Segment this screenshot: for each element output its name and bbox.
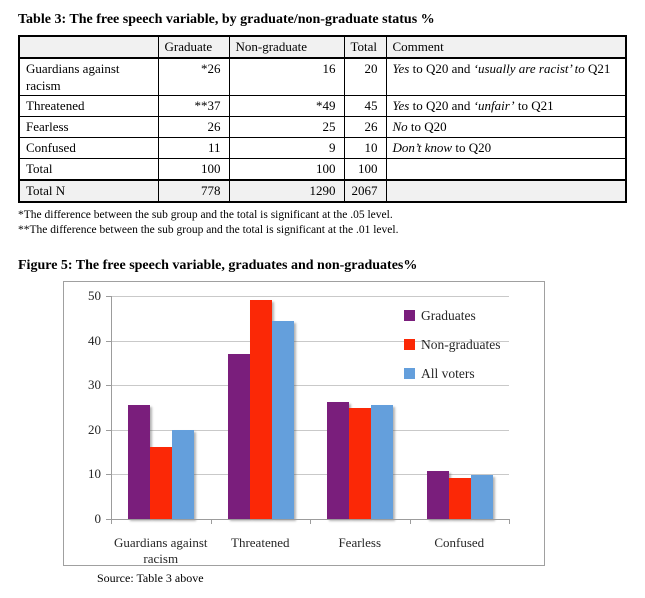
x-category-label: Guardians against racism: [113, 535, 208, 566]
gridline: [111, 385, 509, 386]
comment-segment: to Q20: [452, 140, 492, 155]
x-category-label: Fearless: [338, 535, 382, 550]
table-footnotes: [18, 208, 626, 238]
bar-non-graduates: [349, 408, 371, 520]
legend-label: Non-graduates: [421, 337, 501, 352]
bar-non-graduates: [449, 478, 471, 519]
comment-segment: to Q20: [407, 119, 447, 134]
x-tick: [509, 520, 510, 524]
total-cell: 100: [344, 159, 386, 181]
x-tick: [111, 520, 112, 524]
x-tick: [410, 520, 411, 524]
figure-title: Figure 5: The free speech variable, graduates and non-graduates%: [18, 258, 418, 273]
y-tick: [106, 474, 111, 475]
bar-chart: [63, 281, 545, 566]
y-tick-label: 0: [94, 511, 101, 526]
bar-graduates: [427, 471, 449, 519]
graduate-cell: **37: [158, 96, 229, 117]
bar-graduates: [228, 354, 250, 519]
legend-swatch: [404, 339, 415, 350]
chart-source: Source: Table 3 above: [97, 571, 204, 585]
comment-cell: [386, 96, 626, 117]
y-tick: [106, 430, 111, 431]
row-label-cell: Confused: [19, 138, 158, 159]
non-graduate-cell: 25: [229, 117, 344, 138]
table-row: [19, 96, 626, 117]
total-cell: 20: [344, 58, 386, 96]
legend-label: Graduates: [421, 308, 476, 323]
comment-cell: [386, 58, 626, 96]
comment-cell: [386, 159, 626, 181]
table-header-row: [19, 36, 626, 58]
legend-swatch: [404, 368, 415, 379]
table-column-header: Comment: [386, 36, 626, 58]
table-column-header: Non-graduate: [229, 36, 344, 58]
legend-swatch: [404, 310, 415, 321]
legend-label: All voters: [421, 366, 475, 381]
comment-segment: Q21: [584, 61, 611, 76]
y-tick-label: 40: [88, 332, 101, 348]
row-label-cell: Total N: [19, 180, 158, 202]
bar-all-voters: [371, 405, 393, 519]
footnote-01-level: **The difference between the sub group and the total is significant at the .01 level.: [18, 224, 399, 236]
table-title: Table 3: The free speech variable, by graduate/non-graduate status %: [18, 12, 435, 27]
table-section: [18, 12, 626, 238]
total-cell: 45: [344, 96, 386, 117]
non-graduate-cell: 9: [229, 138, 344, 159]
bar-all-voters: [272, 321, 294, 519]
x-category-label: Confused: [434, 535, 485, 550]
table-row: [19, 180, 626, 202]
x-tick: [310, 520, 311, 524]
comment-segment: ‘usually are racist’ to: [473, 61, 585, 76]
row-label-cell: Fearless: [19, 117, 158, 138]
graduate-cell: *26: [158, 58, 229, 96]
legend-item: [404, 336, 534, 356]
comment-segment: ‘unfair’: [473, 98, 515, 113]
y-tick-label: 30: [88, 377, 101, 393]
total-cell: 26: [344, 117, 386, 138]
x-category-label: Threatened: [231, 535, 290, 550]
non-graduate-cell: 1290: [229, 180, 344, 202]
y-tick: [106, 341, 111, 342]
comment-segment: No: [392, 119, 408, 134]
non-graduate-cell: *49: [229, 96, 344, 117]
y-tick: [106, 296, 111, 297]
bar-all-voters: [471, 475, 493, 519]
y-tick-label: 50: [88, 288, 101, 303]
graduate-cell: 26: [158, 117, 229, 138]
table-column-header: Total: [344, 36, 386, 58]
row-label-cell: Guardians against racism: [19, 58, 158, 96]
y-tick-label: 20: [88, 421, 101, 437]
table-column-header: Graduate: [158, 36, 229, 58]
comment-segment: to Q21: [514, 98, 554, 113]
table-row: [19, 159, 626, 181]
non-graduate-cell: 16: [229, 58, 344, 96]
legend-item: [404, 365, 534, 385]
comment-segment: Don’t know: [392, 140, 453, 155]
comment-cell: [386, 138, 626, 159]
graduate-cell: 100: [158, 159, 229, 181]
bar-non-graduates: [250, 300, 272, 519]
comment-cell: [386, 180, 626, 202]
free-speech-table: [18, 35, 627, 203]
row-label-cell: Threatened: [19, 96, 158, 117]
y-axis: [111, 296, 112, 520]
bar-graduates: [128, 405, 150, 519]
non-graduate-cell: 100: [229, 159, 344, 181]
gridline: [111, 296, 509, 297]
bar-all-voters: [172, 430, 194, 519]
comment-segment: to Q20 and: [409, 98, 474, 113]
table-row: [19, 138, 626, 159]
y-tick: [106, 385, 111, 386]
comment-segment: to Q20 and: [409, 61, 474, 76]
y-tick-label: 10: [88, 466, 101, 482]
x-tick: [211, 520, 212, 524]
table-row: [19, 58, 626, 96]
footnote-05-level: *The difference between the sub group and the total is significant at the .05 level.: [18, 209, 393, 221]
legend-item: [404, 307, 534, 327]
total-cell: 10: [344, 138, 386, 159]
table-row: [19, 117, 626, 138]
comment-segment: Yes: [392, 61, 410, 76]
gridline: [111, 430, 509, 431]
bar-non-graduates: [150, 447, 172, 519]
table-column-header: [19, 36, 158, 58]
bar-graduates: [327, 402, 349, 519]
row-label-cell: Total: [19, 159, 158, 181]
graduate-cell: 778: [158, 180, 229, 202]
total-cell: 2067: [344, 180, 386, 202]
graduate-cell: 11: [158, 138, 229, 159]
comment-cell: [386, 117, 626, 138]
comment-segment: Yes: [392, 98, 410, 113]
